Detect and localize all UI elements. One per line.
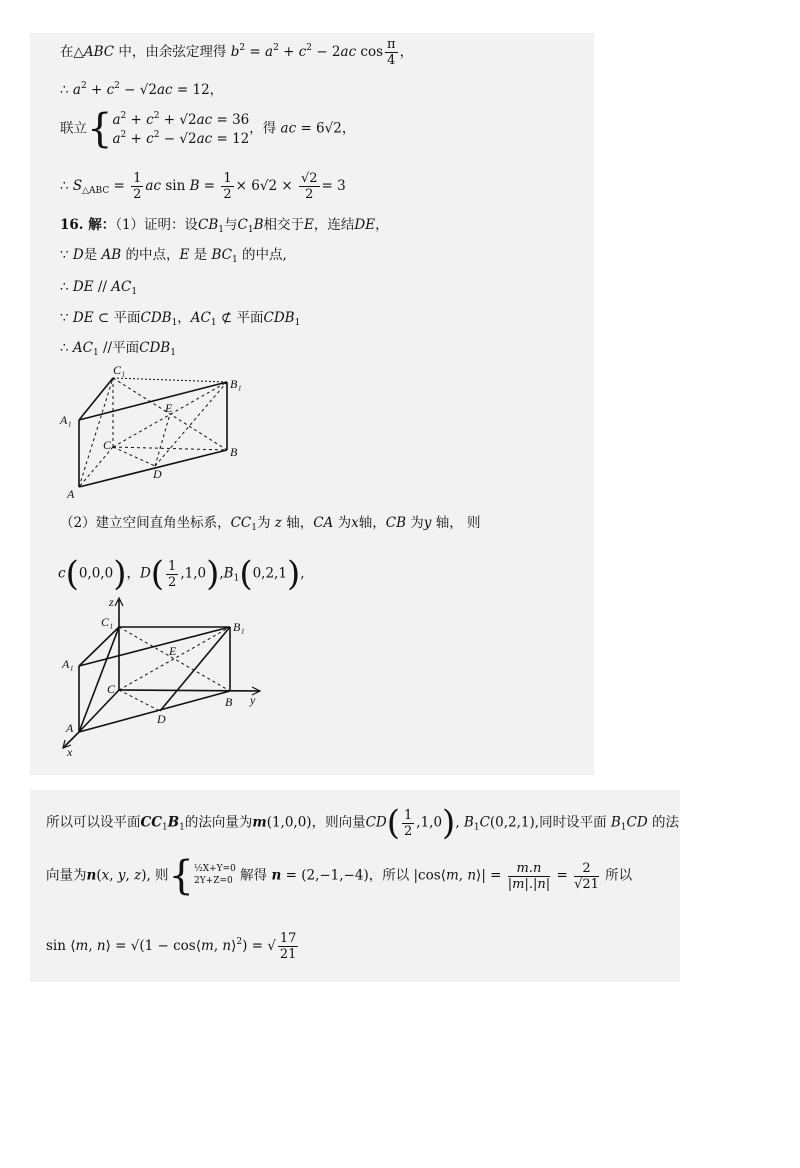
fig1-label-B1: B₁	[230, 377, 242, 391]
normal-vector-line: 所以可以设平面$CC_1B_1$的法向量为m(1,0,0)，则向量CD( $\frac{1}{2}$ ,1,0), $B_1C(0,2,1)$,同时设平面 $B_1CD$ 的法	[46, 803, 679, 843]
fig2-label-C: C	[107, 682, 116, 696]
fig2-label-B1: B₁	[233, 620, 245, 634]
conclusion-line: ∴ $AC_1$ //平面$CDB_1$	[60, 340, 176, 358]
fig1-label-B: B	[230, 445, 238, 459]
coordinates-line: c(0,0,0)，D( $\frac{1}{2}$ $,1,0),B_1(0,2,1)$,	[58, 554, 305, 594]
system-line: 联立{ $a^2 + c^2 + √2ac = 36$ $a^2 + c^2 - √2ac = 12$ ，得 ac = 6√2，	[60, 106, 356, 153]
area-line: ∴ $S_{\triangle ABC}$ = $\frac{1}{2}$ ac sin B = $\frac{1}{2}$ × 6√2 × $\frac{√2}{2}$ = 3	[60, 171, 346, 202]
system-prefix: 联立	[60, 120, 87, 137]
fig2-label-y: y	[250, 693, 256, 707]
coordinate-setup-line: （2）建立空间直角坐标系，$CC_1$为 z 轴，CA 为x轴，CB 为y 轴， 则	[60, 515, 481, 533]
fig2-label-A: A	[66, 721, 74, 735]
subset-line: ∵ DE ⊂ 平面$CDB_1$，$AC_1$ ⊄ 平面$CDB_1$	[60, 310, 301, 328]
parallel-line: ∴ DE // $AC_1$	[60, 279, 138, 297]
fig2-label-x: x	[67, 745, 73, 759]
law-of-cosines-line: 在△ABC 中，由余弦定理得 $b^2 = a^2 + c^2 - 2ac$ cos $\frac{\pi}{4}$ ，	[60, 37, 414, 68]
system-eq-2: 2Y+Z=0	[194, 876, 233, 886]
system-eq-1: ½X+Y=0	[194, 864, 236, 875]
fig2-label-E: E	[169, 644, 177, 658]
fig1-label-A: A	[67, 487, 75, 501]
problem-16-header: 16. 解：（1）证明：设$CB_1$与$C_1B$相交于E，连结DE，	[60, 217, 389, 235]
solve-normal-line: 向量为n(x, y, z), 则{ ½X+Y=0 2Y+Z=0 解得 n = (2,−1,−4)，所以 |cos⟨m, n⟩| = $\frac{m.n}{|m|.|n|}$ = $\frac{2}{√21}$ 所以	[46, 853, 633, 899]
sine-line: sin ⟨m, n⟩ = √(1 − cos⟨m, n⟩$^2$) = √ $\frac{17}{21}$	[46, 931, 297, 962]
midpoint-line: ∵ D是 AB 的中点，E 是 $BC_1$ 的中点,	[60, 247, 287, 265]
fig1-label-C1: C₁	[113, 363, 126, 377]
prism-figure-1	[55, 362, 255, 504]
fig1-label-C: C	[103, 438, 112, 452]
fig2-label-z: z	[109, 595, 114, 609]
fig1-label-D: D	[153, 467, 162, 481]
fig2-label-B: B	[225, 695, 233, 709]
fig2-label-D: D	[157, 712, 166, 726]
fig2-label-C1: C₁	[101, 615, 114, 629]
prism-figure-2	[55, 594, 275, 760]
fig2-label-A1: A₁	[62, 657, 74, 671]
fig1-label-A1: A₁	[60, 413, 72, 427]
equation-line-2: ∴ $a^2 + c^2 - √2ac = 12$，	[60, 81, 224, 98]
fig1-label-E: E	[165, 401, 173, 415]
